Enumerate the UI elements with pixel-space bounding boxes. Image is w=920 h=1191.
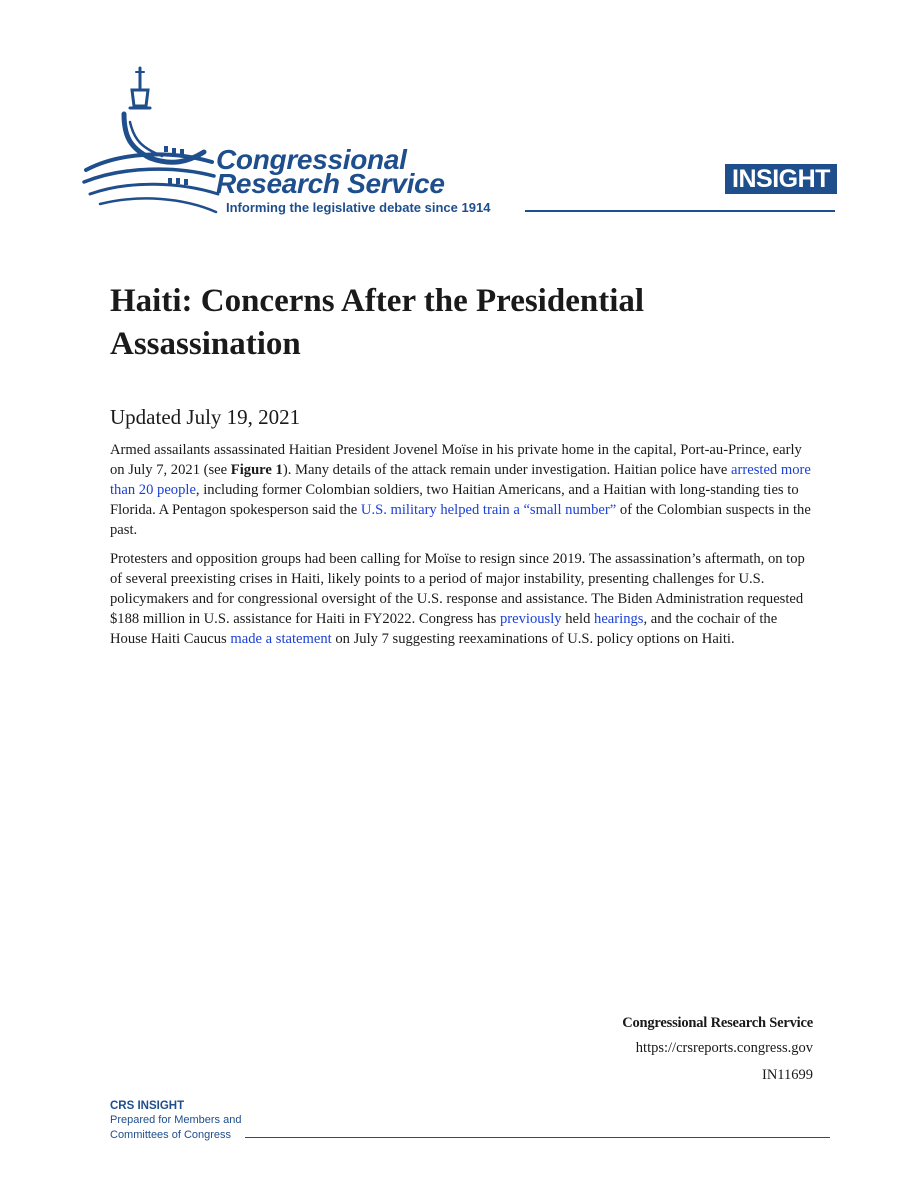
footer-prepared-for: Prepared for Members and Committees of Congress: [110, 1114, 242, 1141]
link-previously[interactable]: previously: [499, 611, 562, 627]
insight-badge: INSIGHT: [725, 164, 837, 194]
paragraph-1: [110, 440, 815, 540]
link-made-a-statement[interactable]: made a statement: [230, 631, 332, 647]
p2-text-2: held: [561, 611, 595, 627]
header-divider: [525, 210, 835, 212]
figure-reference: Figure 1: [230, 462, 283, 478]
p1-text-3: , including former Colombian soldiers, two Haitian Americans, and a Haitian with long-standing ties to Florida. A Pentagon spokesperson said the: [110, 482, 799, 518]
article-body: [110, 440, 815, 658]
p1-text-4: of the Colombian suspects in the past.: [110, 502, 811, 538]
p2-text-1: Protesters and opposition groups had been calling for Moïse to resign since 2019. The assassination’s aftermath, on top of several preexisting crises in Haiti, likely points to a period of major instability, presenting challenges for U.S. policymakers and for congressional oversight of the U.S. response and assistance. The Biden Administration requested $188 million in U.S. assistance for Haiti in FY2022. Congress has: [110, 551, 805, 627]
capitol-dome-icon: [80, 66, 230, 216]
p2-text-3: , and the cochair of the House Haiti Caucus: [110, 611, 778, 647]
paragraph-2: [110, 549, 815, 649]
footer-divider: [245, 1137, 830, 1138]
p2-text-4: on July 7 suggesting reexaminations of U.S. policy options on Haiti.: [331, 631, 735, 647]
org-tagline: Informing the legislative debate since 1914: [226, 200, 491, 215]
p1-text-2: ). Many details of the attack remain under investigation. Haitian police have: [282, 462, 732, 478]
updated-date: Updated July 19, 2021: [110, 405, 301, 429]
crs-logo: [80, 66, 540, 222]
link-arrested-people[interactable]: arrested more than 20 people: [110, 462, 811, 498]
link-us-military-trained[interactable]: U.S. military helped train a “small number”: [360, 502, 617, 518]
footer-series-label: CRS INSIGHT: [110, 1100, 185, 1112]
page-title: Haiti: Concerns After the Presidential Assassination: [110, 283, 645, 362]
footer-org-block: [622, 1013, 813, 1085]
org-name-line2: Research Service: [216, 168, 445, 199]
org-name-line1: Congressional: [216, 144, 407, 175]
footer-org-name: Congressional Research Service: [622, 1015, 813, 1031]
link-hearings[interactable]: hearings: [594, 611, 644, 627]
footer-url[interactable]: https://crsreports.congress.gov: [635, 1040, 813, 1056]
report-id: IN11699: [761, 1067, 813, 1083]
p1-text-1: Armed assailants assassinated Haitian President Jovenel Moïse in his private home in the capital, Port-au-Prince, early on July 7, 2021 (see: [110, 442, 802, 478]
